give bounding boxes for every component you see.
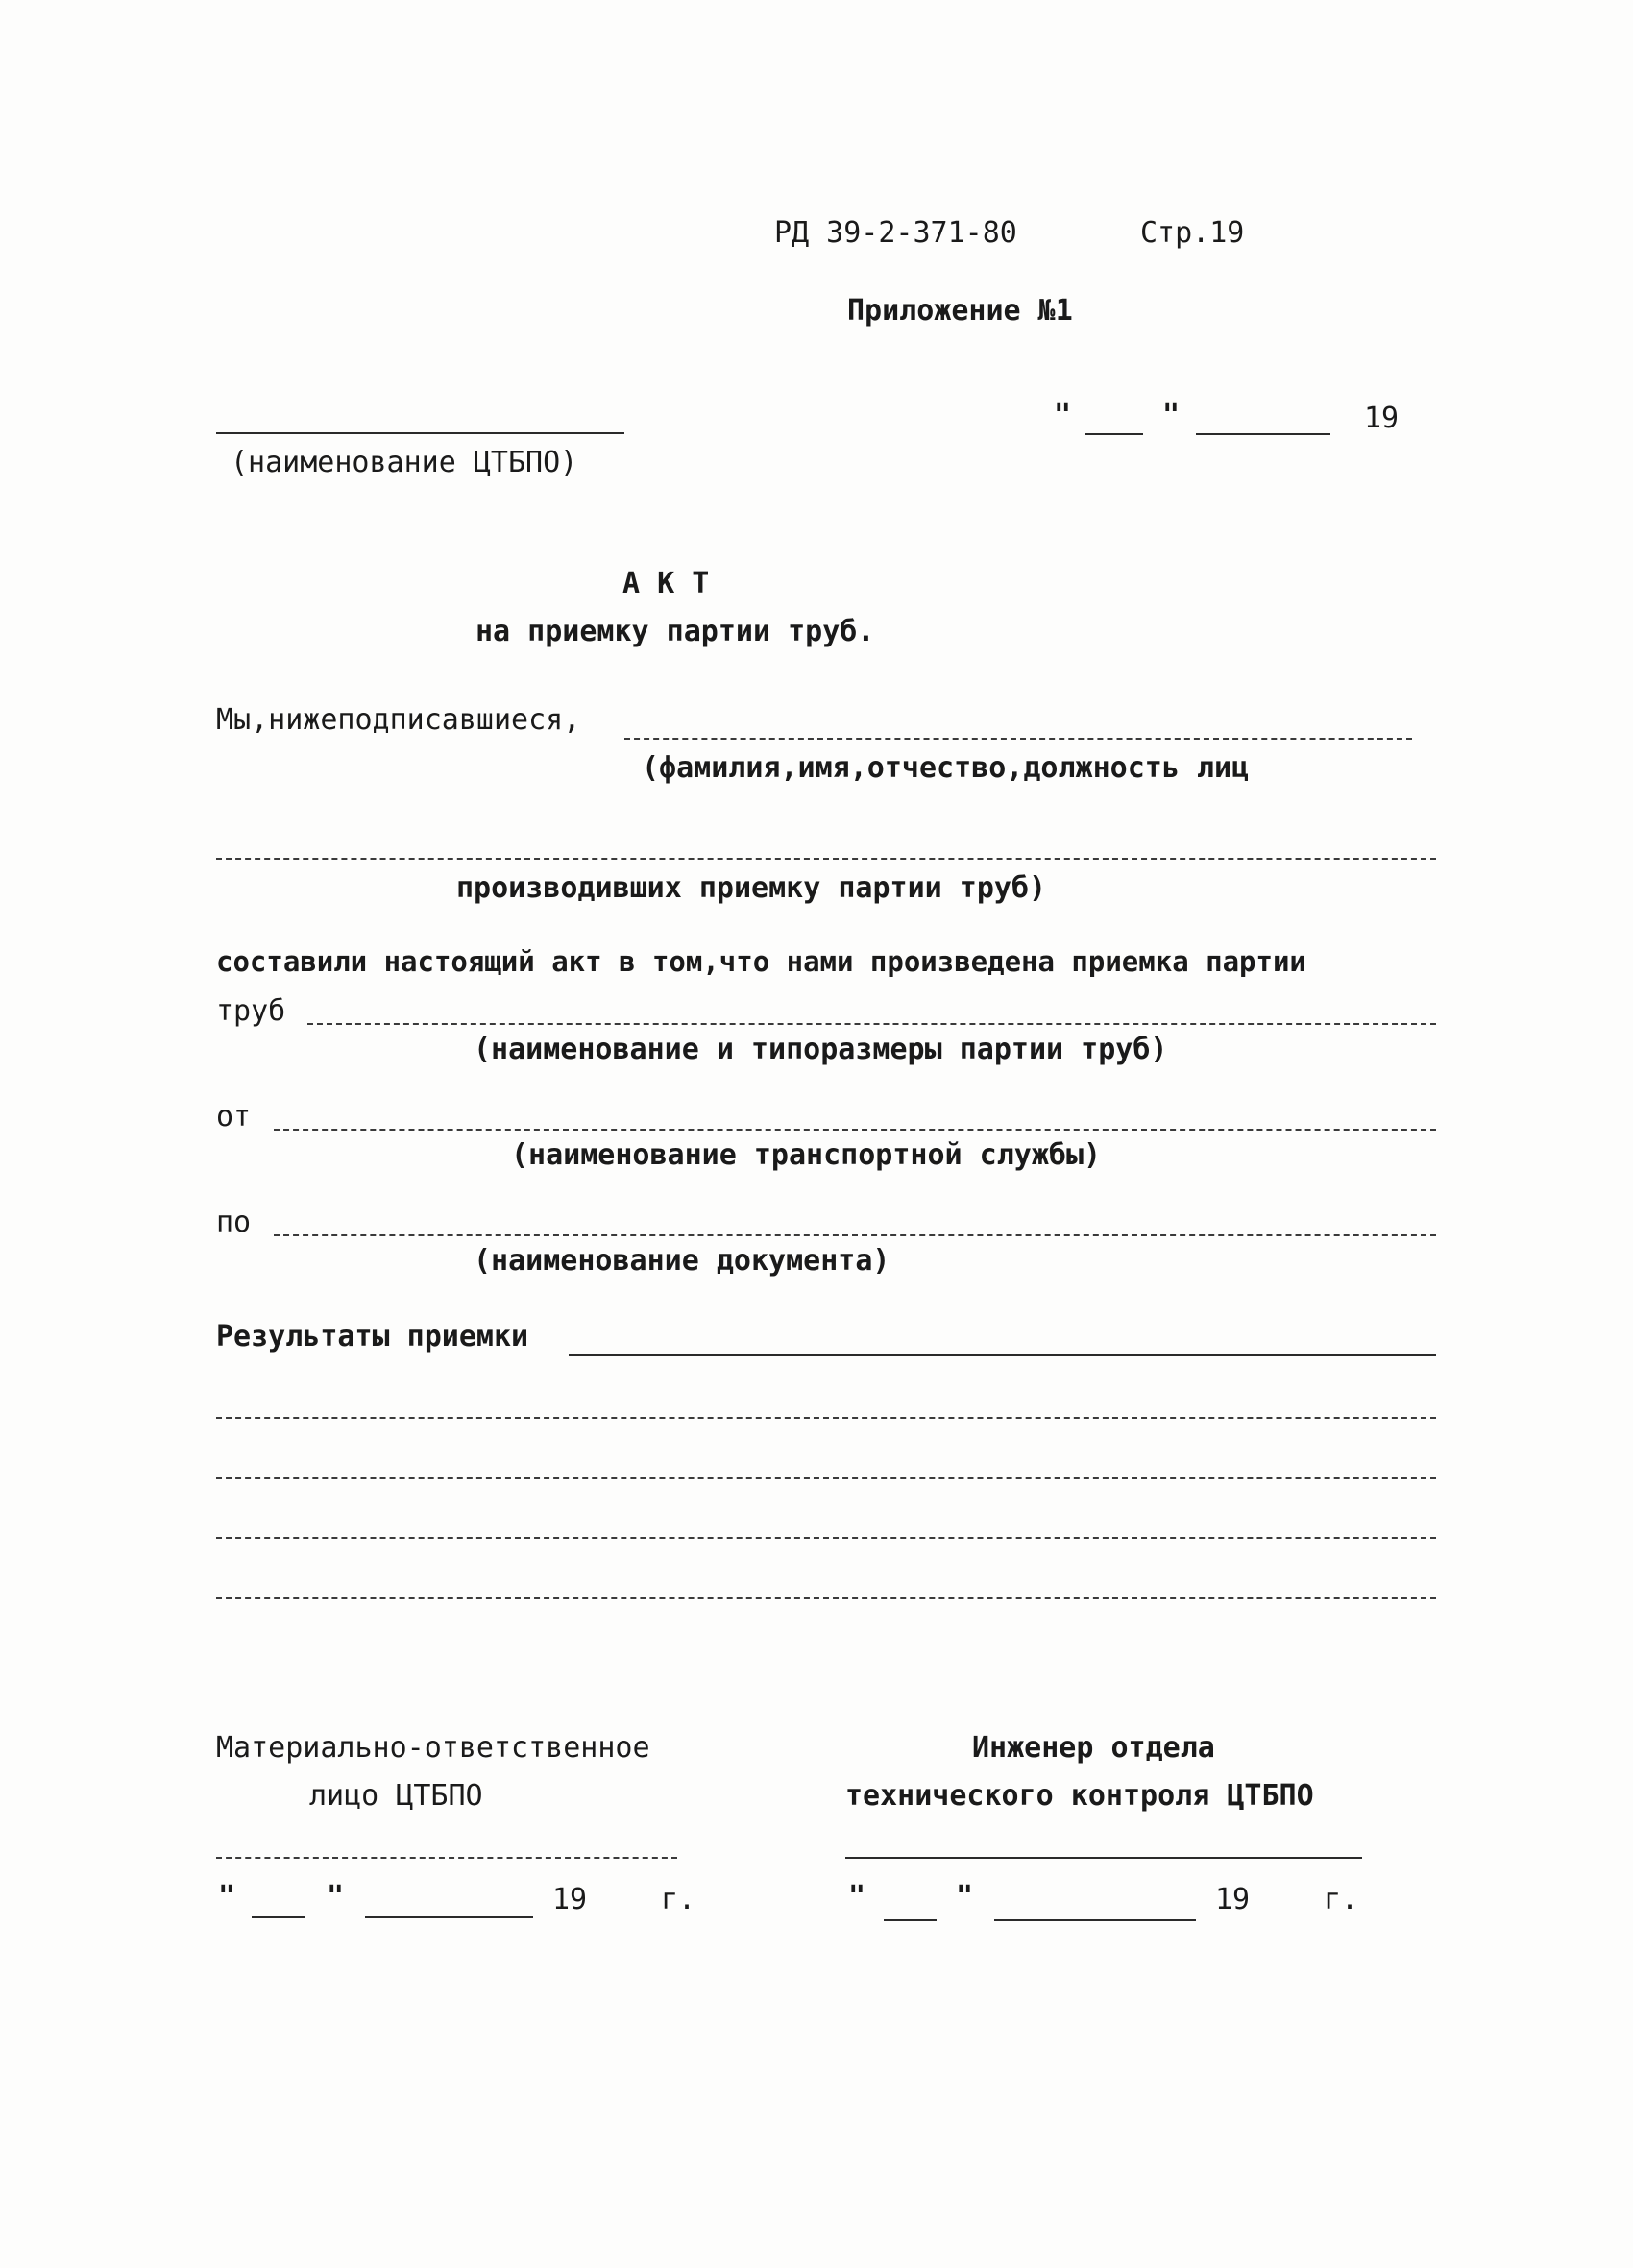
left-signatory-title-1: Материально-ответственное xyxy=(216,1731,650,1765)
act-subtitle: на приемку партии труб. xyxy=(475,615,875,648)
from-label: от xyxy=(216,1100,252,1134)
right-date-quote-open: " xyxy=(848,1880,866,1914)
persons-line-2 xyxy=(216,858,1436,860)
results-line-3 xyxy=(216,1477,1436,1479)
right-date-year: 19 xyxy=(1215,1883,1251,1916)
left-date-quote-close: " xyxy=(327,1880,345,1914)
left-date-day-line xyxy=(252,1916,305,1918)
right-signatory-title-2: технического контроля ЦТБПО xyxy=(845,1779,1314,1813)
by-line xyxy=(274,1234,1436,1236)
results-line-1 xyxy=(569,1354,1436,1356)
left-date-year: 19 xyxy=(552,1883,588,1916)
by-caption: (наименование документа) xyxy=(474,1244,890,1278)
right-date-year-suffix: г. xyxy=(1324,1883,1359,1916)
appendix-label: Приложение №1 xyxy=(847,294,1073,328)
left-signatory-title-2: лицо ЦТБПО xyxy=(309,1779,483,1813)
act-title: А К Т xyxy=(622,567,710,600)
from-caption: (наименование транспортной службы) xyxy=(511,1138,1102,1172)
right-date-month-line xyxy=(994,1919,1196,1921)
left-date-month-line xyxy=(365,1916,533,1918)
date-day-line xyxy=(1085,433,1143,435)
pipes-line xyxy=(307,1023,1436,1025)
org-name-line xyxy=(216,432,624,434)
persons-caption-2: производивших приемку партии труб) xyxy=(456,871,1047,905)
org-name-caption: (наименование ЦТБПО) xyxy=(231,446,578,479)
persons-caption-1: (фамилия,имя,отчество,должность лиц xyxy=(642,751,1250,785)
results-line-5 xyxy=(216,1597,1436,1599)
date-month-line xyxy=(1196,433,1330,435)
right-signatory-title-1: Инженер отдела xyxy=(972,1731,1215,1765)
results-label: Результаты приемки xyxy=(216,1320,529,1353)
statement-text: составили настоящий акт в том,что нами произведена приемка партии xyxy=(216,945,1306,978)
left-date-quote-open: " xyxy=(218,1880,236,1914)
date-quote-close: " xyxy=(1162,399,1181,432)
results-line-4 xyxy=(216,1537,1436,1539)
right-date-day-line xyxy=(884,1919,937,1921)
date-year: 19 xyxy=(1364,402,1400,435)
left-date-year-suffix: г. xyxy=(661,1883,696,1916)
pipes-label: труб xyxy=(216,994,286,1028)
intro-text: Мы,нижеподписавшиеся, xyxy=(216,703,581,737)
document-code: РД 39-2-371-80 xyxy=(774,216,1017,250)
results-line-2 xyxy=(216,1417,1436,1419)
right-date-quote-close: " xyxy=(956,1880,974,1914)
by-label: по xyxy=(216,1206,252,1239)
left-signature-line xyxy=(216,1857,677,1859)
persons-line-1 xyxy=(624,738,1412,740)
right-signature-line xyxy=(845,1857,1362,1859)
page-number: Стр.19 xyxy=(1140,216,1245,250)
date-quote-open: " xyxy=(1054,399,1072,432)
from-line xyxy=(274,1129,1436,1131)
pipes-caption: (наименование и типоразмеры партии труб) xyxy=(474,1033,1168,1066)
